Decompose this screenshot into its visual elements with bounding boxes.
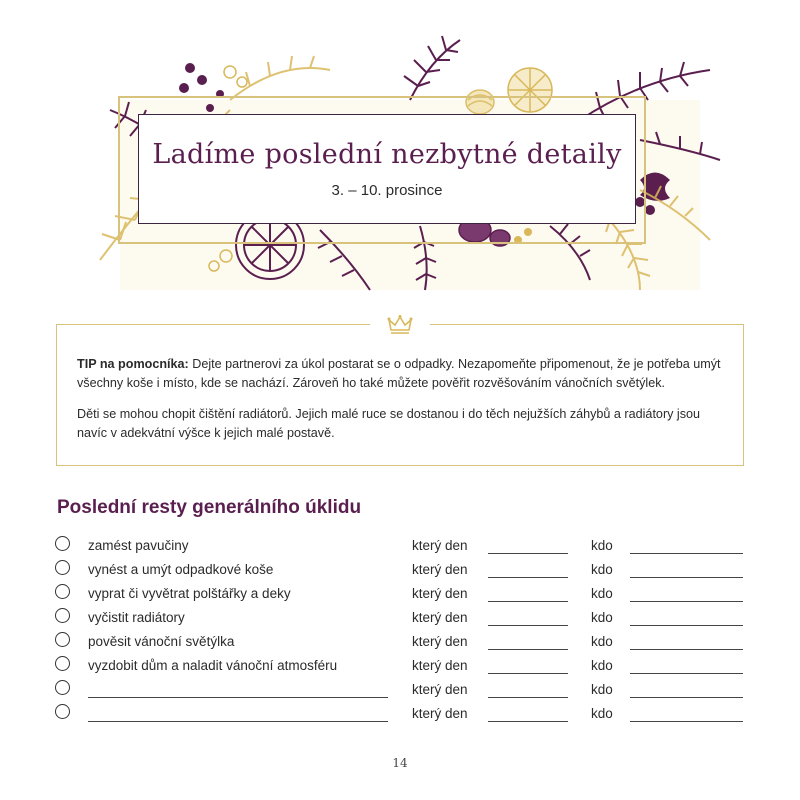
task-label: pověsit vánoční světýlka [88, 634, 235, 649]
who-field[interactable] [630, 577, 743, 578]
checklist [55, 536, 755, 728]
tip-text [77, 355, 727, 455]
task-row-blank [55, 680, 755, 704]
who-label: kdo [591, 610, 613, 625]
title-box [138, 114, 636, 224]
task-label: vynést a umýt odpadkové koše [88, 562, 274, 577]
day-label: který den [412, 682, 468, 697]
task-checkbox[interactable] [55, 608, 70, 623]
task-checkbox[interactable] [55, 704, 70, 719]
task-label: zamést pavučiny [88, 538, 189, 553]
day-label: který den [412, 706, 468, 721]
day-label: který den [412, 610, 468, 625]
who-field[interactable] [630, 697, 743, 698]
day-field[interactable] [488, 625, 568, 626]
task-row [55, 560, 755, 584]
task-blank-field[interactable] [88, 721, 388, 722]
task-checkbox[interactable] [55, 584, 70, 599]
checklist-title: Poslední resty generálního úklidu [57, 497, 362, 518]
day-label: který den [412, 586, 468, 601]
page-number: 14 [392, 756, 408, 770]
day-label: který den [412, 562, 468, 577]
day-field[interactable] [488, 577, 568, 578]
day-field[interactable] [488, 673, 568, 674]
who-field[interactable] [630, 721, 743, 722]
day-field[interactable] [488, 721, 568, 722]
task-label: vyčistit radiátory [88, 610, 185, 625]
tip-body: Dejte partnerovi za úkol postarat se o odpadky. Nezapomeňte připomenout, že je potřeba umýt všechny koše i místo, kde se nachází. Zároveň ho také můžete pověřit rozvěšováním vánočních světýlek. [77, 357, 721, 390]
day-field[interactable] [488, 553, 568, 554]
task-checkbox[interactable] [55, 536, 70, 551]
day-field[interactable] [488, 649, 568, 650]
day-field[interactable] [488, 697, 568, 698]
who-label: kdo [591, 706, 613, 721]
task-label: vyprat či vyvětrat polštářky a deky [88, 586, 291, 601]
who-label: kdo [591, 562, 613, 577]
who-label: kdo [591, 658, 613, 673]
tip-paragraph [77, 355, 727, 393]
who-label: kdo [591, 586, 613, 601]
who-field[interactable] [630, 649, 743, 650]
who-label: kdo [591, 682, 613, 697]
crown-icon-wrap [370, 310, 430, 340]
task-blank-field[interactable] [88, 697, 388, 698]
task-checkbox[interactable] [55, 680, 70, 695]
task-row [55, 656, 755, 680]
task-row [55, 584, 755, 608]
task-row-blank [55, 704, 755, 728]
task-row [55, 608, 755, 632]
who-field[interactable] [630, 553, 743, 554]
day-label: který den [412, 538, 468, 553]
who-label: kdo [591, 538, 613, 553]
day-field[interactable] [488, 601, 568, 602]
who-field[interactable] [630, 601, 743, 602]
task-row [55, 632, 755, 656]
who-field[interactable] [630, 673, 743, 674]
task-checkbox[interactable] [55, 656, 70, 671]
task-checkbox[interactable] [55, 560, 70, 575]
kids-paragraph: Děti se mohou chopit čištění radiátorů. Jejich malé ruce se dostanou i do těch nejužších záhybů a radiátory jsou navíc v adekvátní výšce k jejich malé postavě. [77, 407, 701, 440]
date-range: 3. – 10. prosince [331, 182, 443, 199]
page-title: Ladíme poslední nezbytné detaily [152, 139, 622, 170]
crown-icon [387, 314, 413, 336]
task-label: vyzdobit dům a naladit vánoční atmosféru [88, 658, 338, 673]
tip-label: TIP na pomocníka: [77, 357, 189, 371]
task-checkbox[interactable] [55, 632, 70, 647]
day-label: který den [412, 658, 468, 673]
day-label: který den [412, 634, 468, 649]
who-field[interactable] [630, 625, 743, 626]
who-label: kdo [591, 634, 613, 649]
task-row [55, 536, 755, 560]
